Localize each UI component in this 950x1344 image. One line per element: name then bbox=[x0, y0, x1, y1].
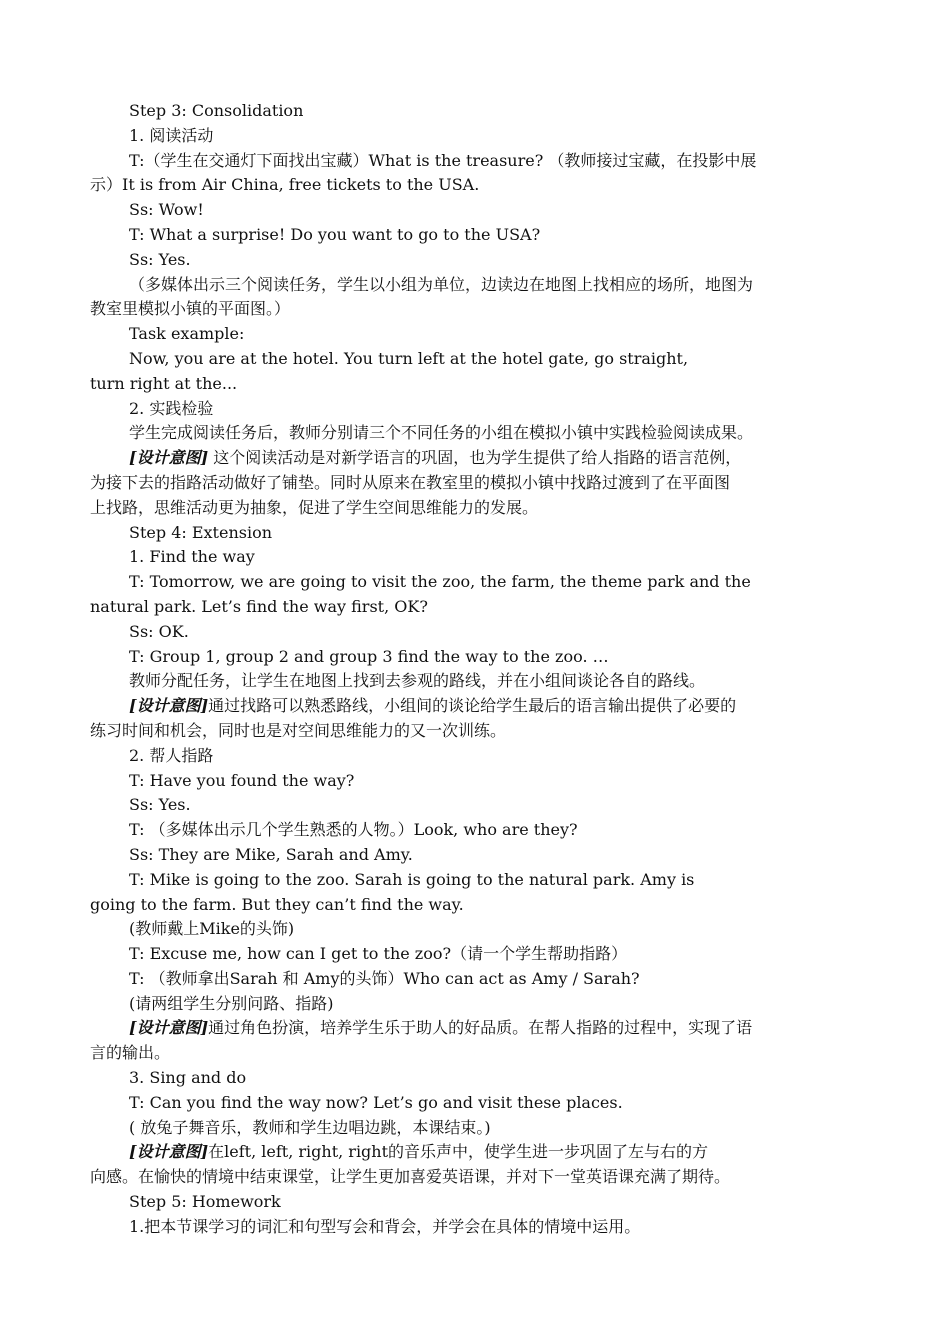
text-line-content: 1. Find the way bbox=[129, 547, 255, 567]
text-line bbox=[90, 521, 870, 546]
text-line bbox=[90, 1165, 870, 1190]
text-line-content: 上找路，思维活动更为抽象，促进了学生空间思维能力的发展。 bbox=[90, 497, 539, 517]
text-line-content: T: What a surprise! Do you want to go to the USA? bbox=[129, 224, 541, 244]
text-line-content: 为接下去的指路活动做好了铺垫。同时从原来在教室里的模拟小镇中找路过渡到了在平面图 bbox=[90, 472, 731, 492]
text-line bbox=[90, 1140, 870, 1165]
text-line bbox=[90, 793, 870, 818]
text-line-content: T: Excuse me, how can I get to the zoo?（请一个学生帮助指路） bbox=[129, 944, 628, 964]
text-line-content: 教师分配任务，让学生在地图上找到去参观的路线，并在小组间谈论各自的路线。 bbox=[129, 671, 706, 691]
text-line-content: T: Mike is going to the zoo. Sarah is going to the natural park. Amy is bbox=[129, 869, 695, 889]
text-line-content: T: （教师拿出Sarah 和 Amy的头饰）Who can act as Amy / Sarah? bbox=[129, 968, 640, 988]
text-line-content: T: Group 1, group 2 and group 3 find the way to the zoo. … bbox=[129, 646, 609, 666]
text-line-content: Ss: OK. bbox=[129, 621, 189, 641]
text-line-content: 向感。在愉快的情境中结束课堂，让学生更加喜爱英语课，并对下一堂英语课充满了期待。 bbox=[90, 1167, 731, 1187]
design-intent-label: [设计意图] bbox=[129, 1142, 209, 1162]
text-line bbox=[90, 446, 870, 471]
text-line-content: Ss: Wow! bbox=[129, 200, 204, 220]
text-line bbox=[90, 1190, 870, 1215]
text-line-content: 通过找路可以熟悉路线，小组间的谈论给学生最后的语言输出提供了必要的 bbox=[208, 696, 737, 716]
text-line-content: 1.把本节课学习的词汇和句型写会和背会，并学会在具体的情境中运用。 bbox=[129, 1216, 641, 1236]
text-line-content: 这个阅读活动是对新学语言的巩固，也为学生提供了给人指路的语言范例， bbox=[208, 448, 742, 468]
text-line bbox=[90, 694, 870, 719]
text-line bbox=[90, 173, 870, 198]
text-line bbox=[90, 1016, 870, 1041]
text-line bbox=[90, 545, 870, 570]
text-line-content: 在left, left, right, right的音乐声中，使学生进一步巩固了左与右的方 bbox=[208, 1142, 709, 1162]
text-line-content: Ss: Yes. bbox=[129, 795, 191, 815]
text-line-content: turn right at the... bbox=[90, 373, 238, 393]
text-line-content: 2. 实践检验 bbox=[129, 398, 214, 418]
text-line-content: going to the farm. But they can’t find the way. bbox=[90, 894, 464, 914]
text-line bbox=[90, 99, 870, 124]
text-line bbox=[90, 322, 870, 347]
text-line bbox=[90, 248, 870, 273]
design-intent-label: [设计意图] bbox=[129, 1018, 209, 1038]
text-line bbox=[90, 769, 870, 794]
text-line bbox=[90, 372, 870, 397]
text-line bbox=[90, 868, 870, 893]
text-line-content: T:（学生在交通灯下面找出宝藏）What is the treasure? （教师接过宝藏，在投影中展 bbox=[129, 150, 757, 170]
text-line-content: T: Can you find the way now? Let’s go and visit these places. bbox=[129, 1092, 623, 1112]
text-line bbox=[90, 471, 870, 496]
text-line-content: 2. 帮人指路 bbox=[129, 745, 214, 765]
text-line bbox=[90, 893, 870, 918]
text-line-content: (请两组学生分别问路、指路) bbox=[129, 993, 334, 1013]
text-line bbox=[90, 149, 870, 174]
text-line-content: （多媒体出示三个阅读任务，学生以小组为单位，边读边在地图上找相应的场所，地图为 bbox=[129, 274, 754, 294]
text-line-content: 学生完成阅读任务后，教师分别请三个不同任务的小组在模拟小镇中实践检验阅读成果。 bbox=[129, 423, 754, 443]
text-line bbox=[90, 645, 870, 670]
text-line bbox=[90, 992, 870, 1017]
text-line-content: Step 4: Extension bbox=[129, 522, 273, 542]
text-line bbox=[90, 347, 870, 372]
text-line bbox=[90, 744, 870, 769]
text-line bbox=[90, 297, 870, 322]
text-line-content: Ss: Yes. bbox=[129, 249, 191, 269]
text-line-content: T: Have you found the way? bbox=[129, 770, 355, 790]
text-line-content: 通过角色扮演，培养学生乐于助人的好品质。在帮人指路的过程中，实现了语 bbox=[208, 1018, 753, 1038]
text-line bbox=[90, 496, 870, 521]
text-line-content: 3. Sing and do bbox=[129, 1068, 247, 1088]
text-line-content: Step 3: Consolidation bbox=[129, 101, 304, 120]
text-line-content: (教师戴上Mike的头饰) bbox=[129, 919, 295, 939]
text-line bbox=[90, 124, 870, 149]
text-line bbox=[90, 198, 870, 223]
document-body bbox=[90, 99, 870, 1240]
text-line bbox=[90, 397, 870, 422]
text-line bbox=[90, 843, 870, 868]
text-line-content: 1. 阅读活动 bbox=[129, 125, 214, 145]
text-line bbox=[90, 719, 870, 744]
text-line bbox=[90, 421, 870, 446]
text-line bbox=[90, 620, 870, 645]
text-line bbox=[90, 917, 870, 942]
text-line bbox=[90, 1215, 870, 1240]
text-line bbox=[90, 1066, 870, 1091]
design-intent-label: [设计意图] bbox=[129, 696, 209, 716]
text-line bbox=[90, 818, 870, 843]
text-line-content: T: （多媒体出示几个学生熟悉的人物。）Look, who are they? bbox=[129, 820, 578, 840]
text-line-content: 练习时间和机会，同时也是对空间思维能力的又一次训练。 bbox=[90, 720, 507, 740]
text-line-content: 示）It is from Air China, free tickets to the USA. bbox=[90, 175, 480, 195]
text-line-content: 言的输出。 bbox=[90, 1043, 171, 1063]
text-line-content: 教室里模拟小镇的平面图。） bbox=[90, 299, 291, 319]
text-line-content: Step 5: Homework bbox=[129, 1192, 281, 1212]
text-line-content: T: Tomorrow, we are going to visit the zoo, the farm, the theme park and the bbox=[129, 572, 751, 592]
text-line bbox=[90, 273, 870, 298]
text-line bbox=[90, 595, 870, 620]
text-line bbox=[90, 1116, 870, 1141]
text-line bbox=[90, 669, 870, 694]
text-line bbox=[90, 570, 870, 595]
text-line-content: ( 放兔子舞音乐，教师和学生边唱边跳，本课结束。) bbox=[129, 1117, 491, 1137]
text-line bbox=[90, 967, 870, 992]
text-line bbox=[90, 942, 870, 967]
text-line-content: Now, you are at the hotel. You turn left at the hotel gate, go straight, bbox=[129, 348, 689, 368]
text-line bbox=[90, 1091, 870, 1116]
text-line bbox=[90, 1041, 870, 1066]
text-line-content: Ss: They are Mike, Sarah and Amy. bbox=[129, 844, 413, 864]
text-line-content: Task example: bbox=[129, 324, 245, 344]
text-line bbox=[90, 223, 870, 248]
text-line-content: natural park. Let’s find the way first, OK? bbox=[90, 596, 428, 616]
design-intent-label: [设计意图] bbox=[129, 448, 209, 468]
